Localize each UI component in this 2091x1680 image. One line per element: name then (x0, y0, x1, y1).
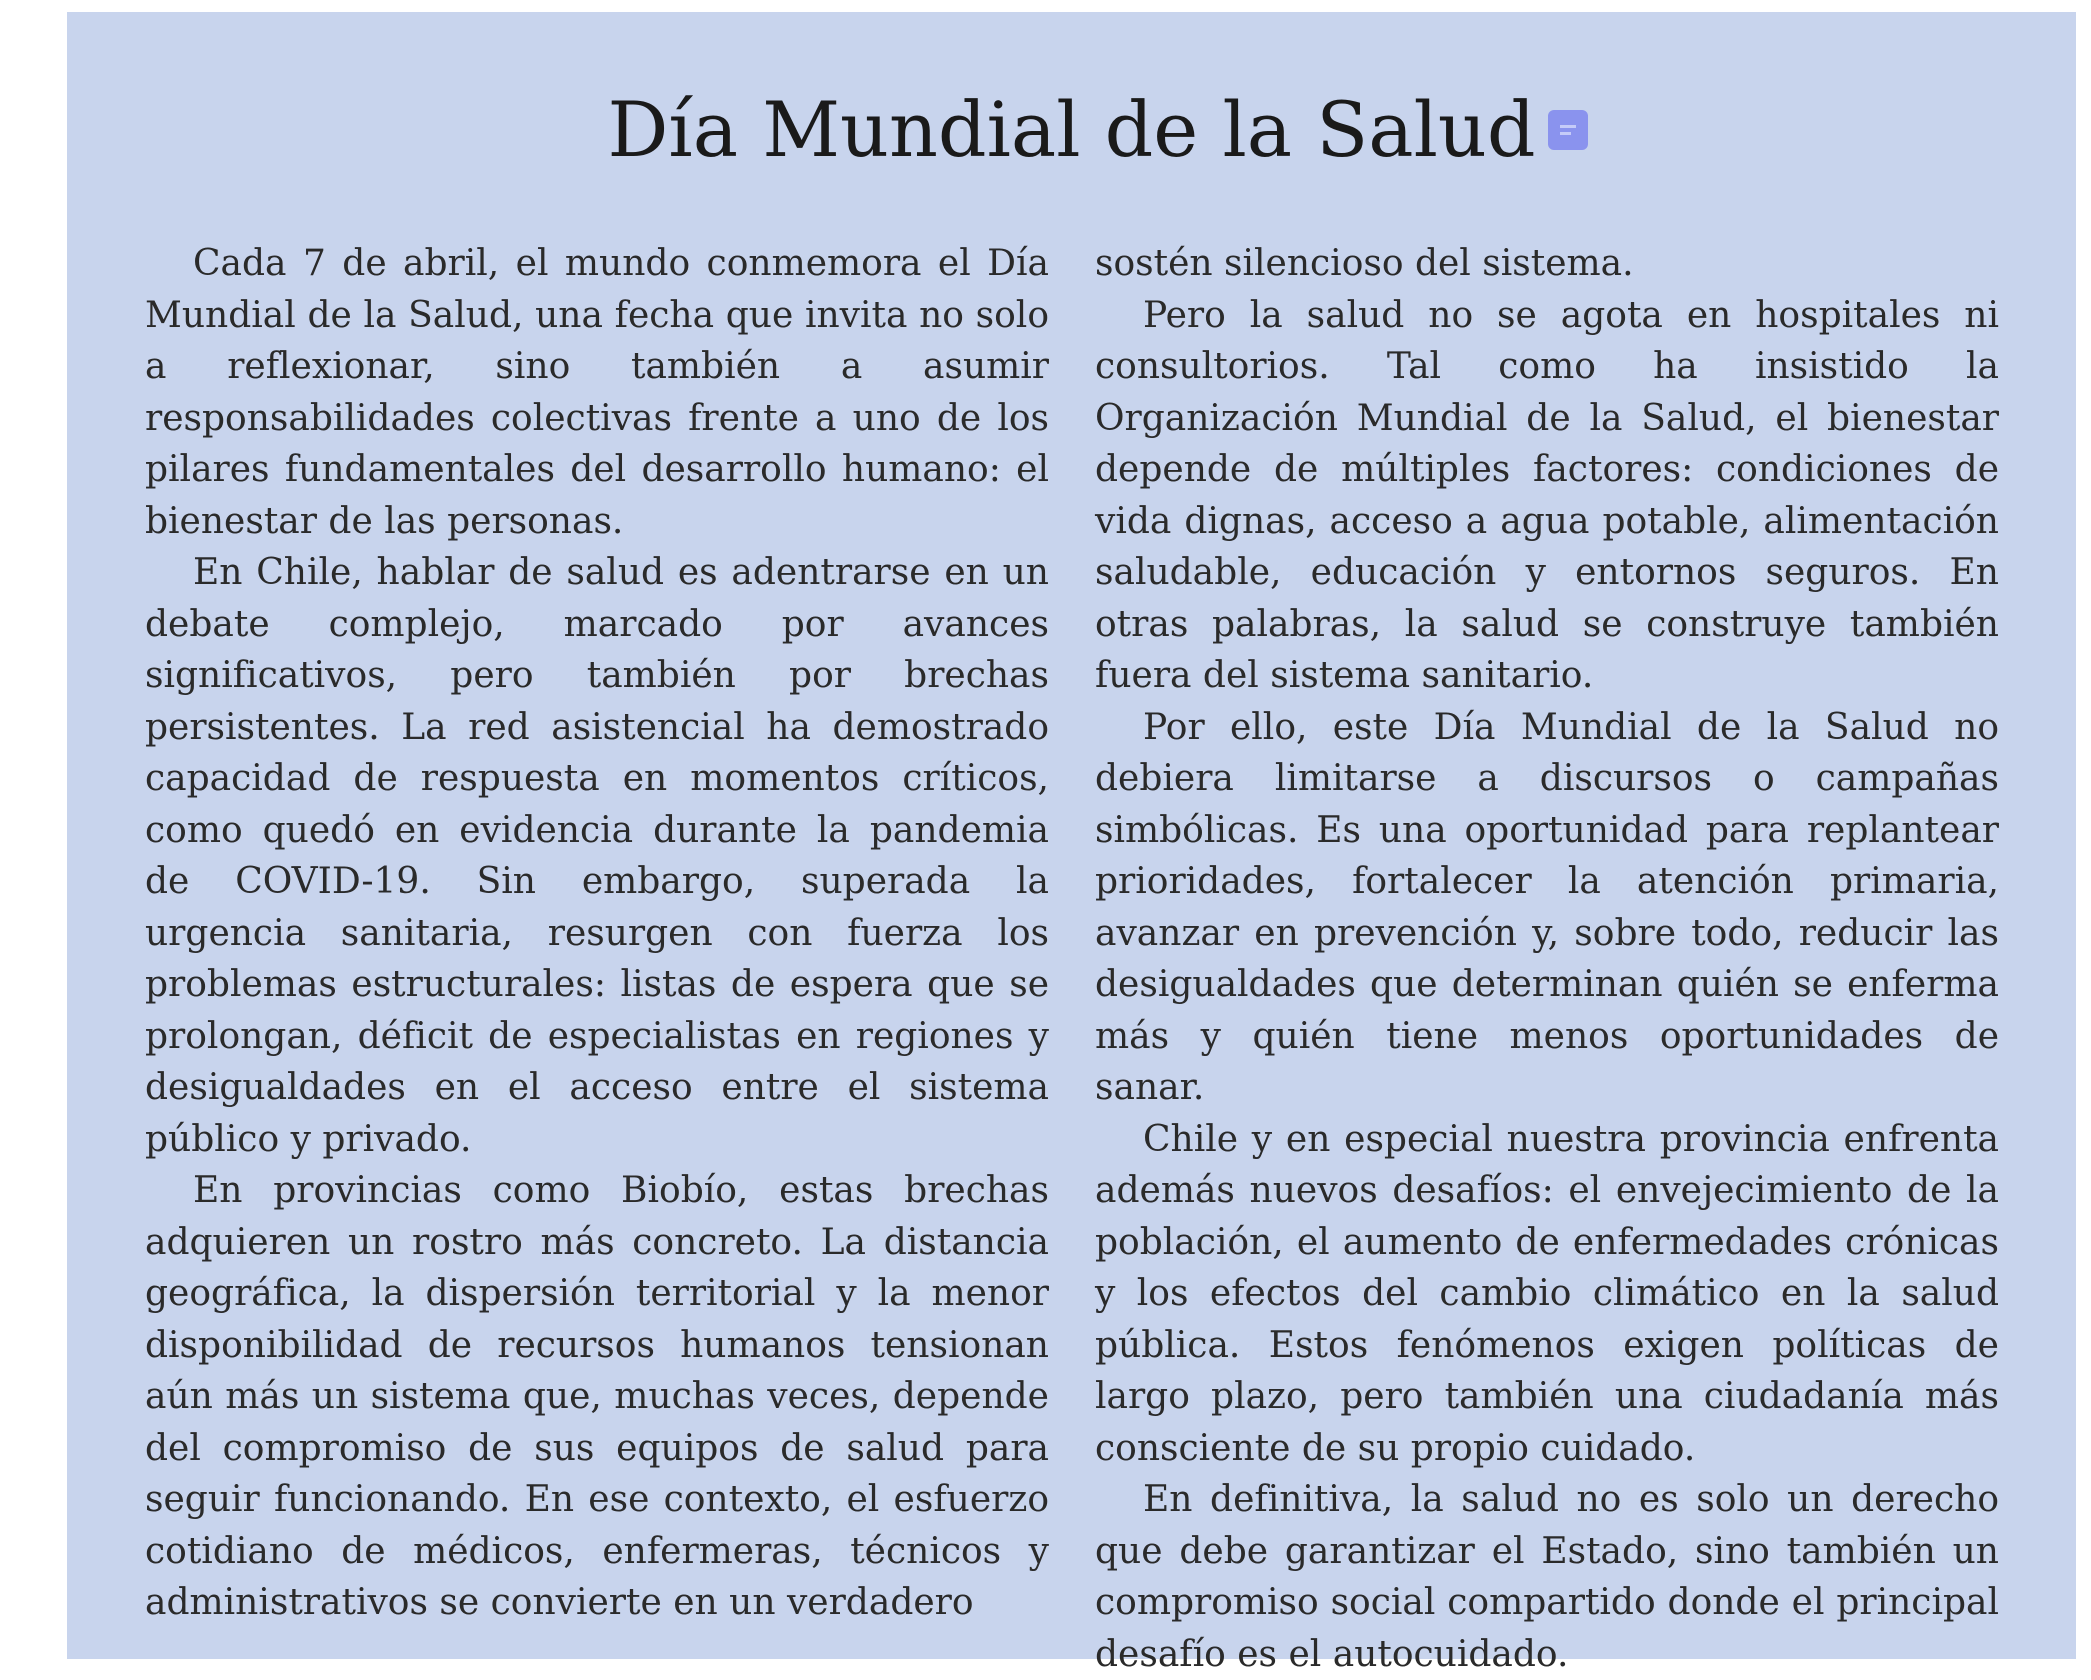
note-icon[interactable] (1548, 110, 1588, 150)
paragraph-continuation: sostén silencioso del sistema. (1095, 243, 1634, 284)
paragraph: En provincias como Biobío, estas brechas adquieren un rostro más concreto. La distancia geográfica, la dispersión territorial y la menor disponibilidad de recursos humanos tensionan aún más un sistema que, muchas veces, depende del compromiso de sus equipos de salud para seguir funcionando. En ese contexto, el esfuerzo cotidiano de médicos, enfermeras, técnicos y administrativos se convierte en un verdadero (145, 1170, 1049, 1623)
paragraph: En Chile, hablar de salud es adentrarse en un debate complejo, marcado por avances significativos, pero también por brechas persistentes. La red asistencial ha demostrado capacidad de respuesta en momentos críticos, como quedó en evidencia durante la pandemia de COVID-19. Sin embargo, superada la urgencia sanitaria, resurgen con fuerza los problemas estructurales: listas de espera que se prolongan, déficit de especialistas en regiones y desigualdades en el acceso entre el sistema público y privado. (145, 552, 1049, 1160)
right-column (1095, 238, 1999, 1680)
paragraph: Chile y en especial nuestra provincia enfrenta además nuevos desafíos: el envejecimiento de la población, el aumento de enfermedades crónicas y los efectos del cambio climático en la salud pública. Estos fenómenos exigen políticas de largo plazo, pero también una ciudadanía más consciente de su propio cuidado. (1095, 1118, 1999, 1469)
left-column (145, 238, 1049, 1629)
paragraph: En definitiva, la salud no es solo un derecho que debe garantizar el Estado, sino también un compromiso social compartido donde el principal desafío es el autocuidado. (1095, 1479, 1999, 1675)
article-panel (67, 12, 2076, 1675)
paragraph: Pero la salud no se agota en hospitales ni consultorios. Tal como ha insistido la Organización Mundial de la Salud, el bienestar depende de múltiples factores: condiciones de vida dignas, acceso a agua potable, alimentación saludable, educación y entornos seguros. En otras palabras, la salud se construye también fuera del sistema sanitario. (1095, 294, 1999, 696)
paragraph: Cada 7 de abril, el mundo conmemora el Día Mundial de la Salud, una fecha que invita no solo a reflexionar, sino también a asumir responsabilidades colectivas frente a uno de los pilares fundamentales del desarrollo humano: el bienestar de las personas. (145, 243, 1049, 542)
article-title: Día Mundial de la Salud (607, 85, 1536, 174)
paragraph: Por ello, este Día Mundial de la Salud no debiera limitarse a discursos o campañas simbólicas. Es una oportunidad para replantear prioridades, fortalecer la atención primaria, avanzar en prevención y, sobre todo, reducir las desigualdades que determinan quién se enferma más y quién tiene menos oportunidades de sanar. (1095, 706, 1999, 1108)
